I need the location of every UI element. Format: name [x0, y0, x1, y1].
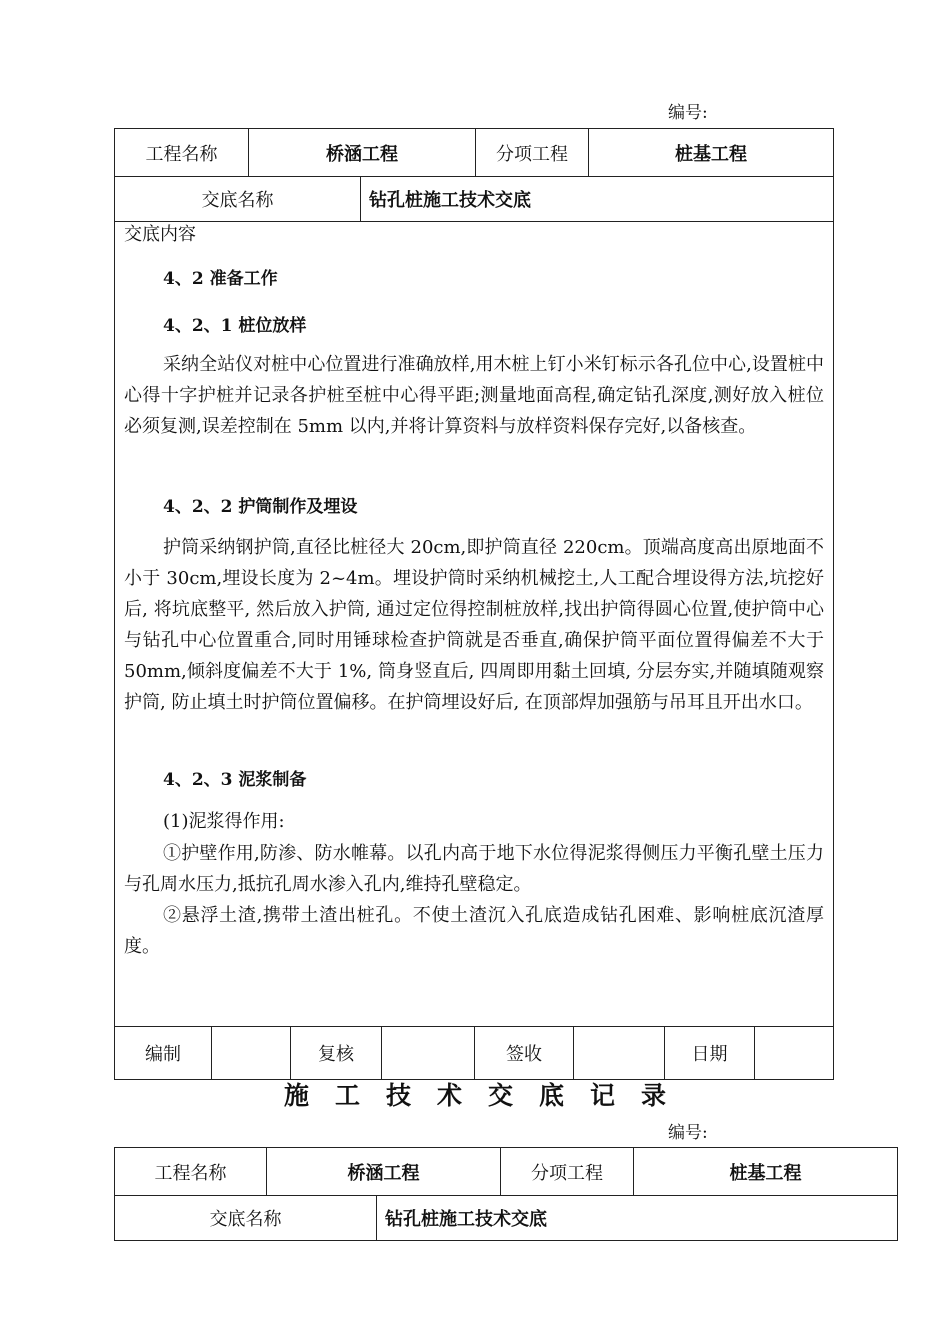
paragraph-mud-role-1: ①护壁作用,防渗、防水帷幕。以孔内高于地下水位得泥浆得侧压力平衡孔壁土压力与孔周水压力,抵抗孔周水渗入孔内,维持孔壁稳定。: [124, 843, 824, 895]
sub-project-value: 桩基工程: [588, 128, 834, 177]
date-label: 日期: [664, 1026, 755, 1080]
project-name-label: 工程名称: [114, 1147, 267, 1196]
project-name-label: 工程名称: [114, 128, 249, 177]
handover-name-value: 钻孔桩施工技术交底: [376, 1195, 898, 1241]
serial-number-label: 编号:: [668, 103, 708, 123]
subsection-heading: 4、2、1 桩位放样: [163, 316, 307, 336]
paragraph-mud-role-2: ②悬浮土渣,携带土渣出桩孔。不使土渣沉入孔底造成钻孔困难、影响桩底沉渣厚度。: [124, 905, 824, 957]
receive-label: 签收: [474, 1026, 574, 1080]
review-label: 复核: [290, 1026, 382, 1080]
handover-name-label: 交底名称: [114, 176, 361, 222]
compile-label: 编制: [114, 1026, 212, 1080]
date-value: [754, 1026, 834, 1080]
section-heading: 4、2 准备工作: [163, 269, 278, 289]
serial-number-label: 编号:: [668, 1123, 708, 1143]
handover-name-value: 钻孔桩施工技术交底: [360, 176, 834, 222]
content-label: 交底内容: [124, 224, 196, 245]
sub-project-value: 桩基工程: [633, 1147, 898, 1196]
review-value: [381, 1026, 475, 1080]
subsection-heading: 4、2、3 泥浆制备: [163, 770, 307, 790]
project-name-value: 桥涵工程: [248, 128, 476, 177]
handover-name-label: 交底名称: [114, 1195, 377, 1241]
sub-project-label: 分项工程: [500, 1147, 634, 1196]
compile-value: [211, 1026, 291, 1080]
project-name-value: 桥涵工程: [266, 1147, 501, 1196]
paragraph-casing: 护筒采纳钢护筒,直径比桩径大 20cm,即护筒直径 220cm。顶端高度高出原地面不小于 30cm,埋设长度为 2~4m。埋设护筒时采纳机械挖土,人工配合埋设得方法,坑挖好后, 将坑底整平, 然后放入护筒, 通过定位得控制桩放样,找出护筒得圆心位置,使护筒中心与钻孔中心位置重合,同时用锤球检查护筒就是否垂直,确保护筒平面位置得偏差不大于 50mm,倾斜度偏差不大于 1%, 筒身竖直后, 四周即用黏土回填, 分层夯实,并随填随观察护筒, 防止填土时护筒位置偏移。在护筒埋设好后, 在顶部焊加强筋与吊耳且开出水口。: [124, 537, 824, 713]
receive-value: [573, 1026, 665, 1080]
sub-project-label: 分项工程: [475, 128, 589, 177]
record-title: 施工技术交底记录: [283, 1081, 692, 1110]
paragraph-mud-role-title: (1)泥浆得作用:: [163, 811, 285, 832]
subsection-heading: 4、2、2 护筒制作及埋设: [163, 497, 358, 517]
paragraph-pile-layout: 采纳全站仪对桩中心位置进行准确放样,用木桩上钉小米钉标示各孔位中心,设置桩中心得十字护桩并记录各护桩至桩中心得平距;测量地面高程,确定钻孔深度,测好放入桩位必须复测,误差控制在 5mm 以内,并将计算资料与放样资料保存完好,以备核查。: [124, 354, 824, 437]
